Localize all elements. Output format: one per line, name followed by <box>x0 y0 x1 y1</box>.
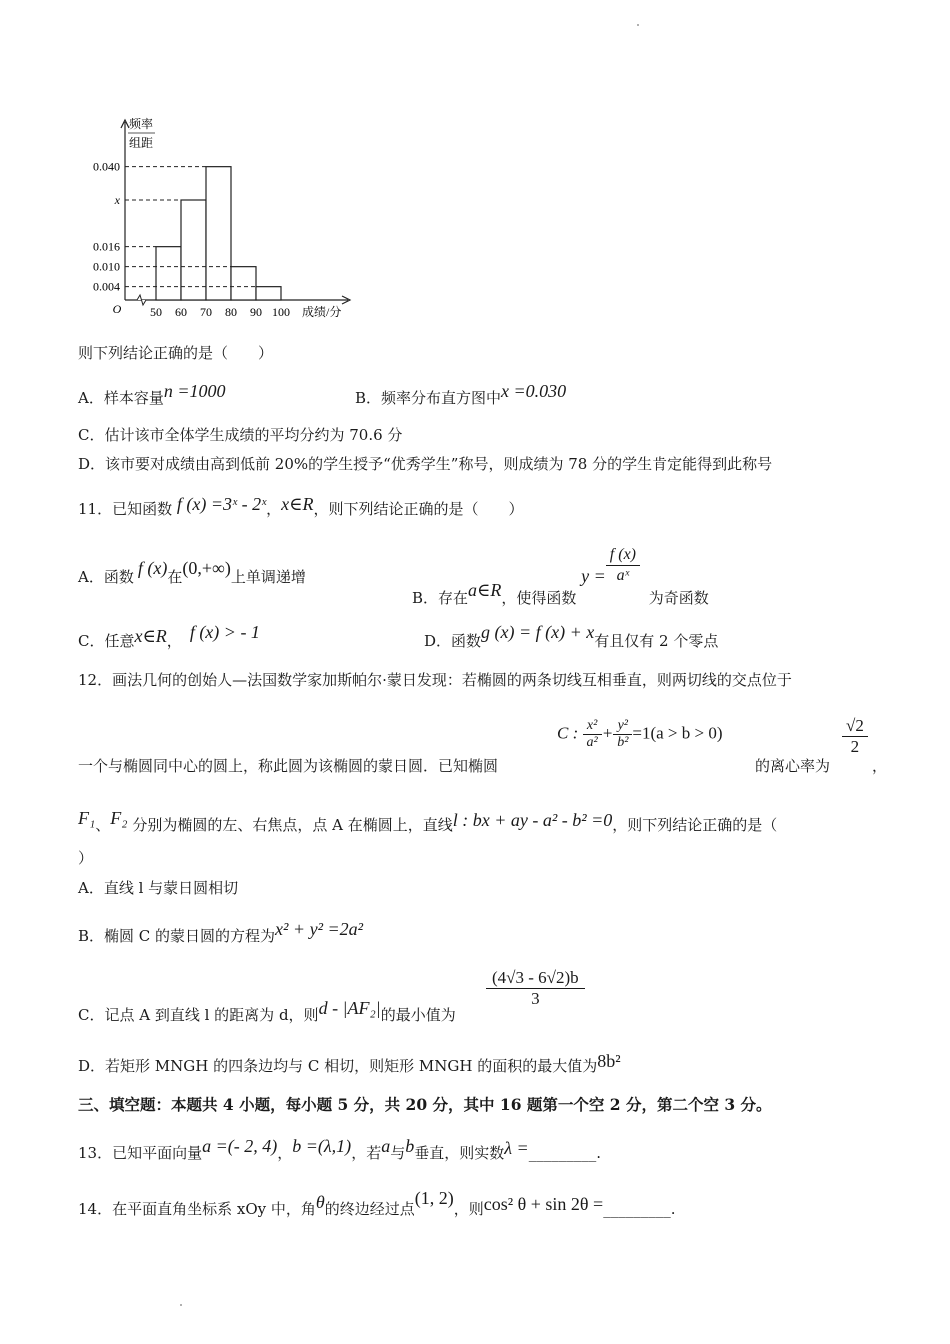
q13-perp: 垂直，则实数 <box>414 1144 505 1162</box>
q12-c-label: C．记点 A 到直线 l 的距离为 d，则 <box>78 1006 319 1024</box>
q11-a-func: f (x) <box>137 558 168 578</box>
q11-d-tail: 有且仅有 2 个零点 <box>594 632 719 650</box>
y-tick-0.004: 0.004 <box>93 279 120 294</box>
q12-ecc-num: √2 <box>842 716 868 737</box>
q10-a-label: A．样本容量 <box>78 389 164 407</box>
q10-option-d: D．该市要对成绩由高到低前 20%的学生授予“优秀学生”称号，则成绩为 78 分的学生肯定能得到此称号 <box>78 455 773 473</box>
q11-b-y: y = <box>581 565 606 586</box>
q12-b-label: B．椭圆 C 的蒙日圆的方程为 <box>78 927 276 945</box>
q11-stem-comma: ， <box>266 500 282 518</box>
q11-a-label: A．函数 <box>78 568 134 586</box>
q13 <box>78 1136 601 1163</box>
q12-line2: 一个与椭圆同中心的圆上，称此圆为该椭圆的蒙日圆．已知椭圆 <box>78 757 499 775</box>
q12-ecc-frac <box>842 716 868 757</box>
y-tick-x: x <box>114 193 120 207</box>
q12-line3-text: 分别为椭圆的左、右焦点，点 A 在椭圆上，直线 <box>132 816 453 834</box>
q11-b-fraction <box>606 545 640 586</box>
x-tick-100: 100 <box>272 305 290 319</box>
q12-ellipse-c: C : <box>557 723 579 743</box>
q11-stem <box>78 494 524 519</box>
bar-80-90 <box>231 267 256 300</box>
q12-ellipse-num-y: y² <box>613 718 632 735</box>
q12-ellipse-num-x: x² <box>583 718 602 735</box>
q12-c-den: 3 <box>531 989 540 1008</box>
x-axis-label: 成绩/分 <box>302 305 342 319</box>
q13-label: 13．已知平面向量 <box>78 1144 203 1162</box>
q12-option-a: A．直线 l 与蒙日圆相切 <box>78 879 239 897</box>
q12-f2: F₂ <box>110 808 128 828</box>
q14 <box>78 1188 676 1219</box>
x-tick-60: 60 <box>175 305 187 319</box>
q12-ellipse-equation <box>557 718 723 751</box>
q10-a-math: n =1000 <box>163 381 226 401</box>
q12-option-d <box>78 1051 621 1076</box>
q13-b: b <box>405 1136 415 1156</box>
q11-c-label: C．任意 <box>78 632 135 650</box>
q12-c-mid: 的最小值为 <box>380 1006 456 1024</box>
q11-b-param: a∈R <box>468 579 502 600</box>
axis-break <box>137 295 146 305</box>
bar-90-100 <box>256 287 281 300</box>
q12-c-fraction <box>486 968 585 1009</box>
q13-with: 与 <box>390 1144 406 1162</box>
q11-stem-label: 11．已知函数 <box>78 500 173 518</box>
q14-blank[interactable]: _________. <box>603 1200 676 1218</box>
q11-d-func: g (x) = f (x) + x <box>481 622 595 642</box>
q14-then: ，则 <box>453 1200 484 1218</box>
q13-vector-a: a =(- 2, 4) <box>202 1136 278 1156</box>
q12-c-math: d - |AF₂| <box>318 998 381 1018</box>
q12-ecc-label: 的离心率为 <box>755 757 831 775</box>
x-tick-70: 70 <box>200 305 212 319</box>
q12-sep: 、 <box>95 816 111 834</box>
q11-a-tail: 上单调递增 <box>230 568 306 586</box>
q12-d-label: D．若矩形 MNGH 的四条边均与 C 相切，则矩形 MNGH 的面积的最大值为 <box>78 1057 598 1075</box>
q14-point: (1, 2) <box>414 1188 454 1208</box>
q12-ellipse-tail: =1(a > b > 0) <box>632 723 723 743</box>
bar-70-80 <box>206 167 231 300</box>
q13-a: a <box>381 1136 391 1156</box>
q11-c-comma: ， <box>166 632 182 650</box>
q12-line-equation: l : bx + ay - a² - b² =0 <box>452 810 613 830</box>
q10-option-c: C．估计该市全体学生成绩的平均分约为 70.6 分 <box>78 426 403 444</box>
q10-b-math: x =0.030 <box>501 381 567 401</box>
q11-c-domain: x∈R <box>134 626 167 646</box>
q11-b-num: f (x) <box>606 545 640 566</box>
q12-b-math: x² + y² =2a² <box>275 919 364 939</box>
q11-option-a <box>78 558 306 587</box>
q14-expr: cos² θ + sin 2θ = <box>483 1194 604 1214</box>
y-tick-0.010: 0.010 <box>93 259 120 274</box>
q12-line4: ） <box>78 849 94 867</box>
q11-option-d <box>424 622 719 651</box>
q12-ellipse-plus: + <box>601 723 614 743</box>
bar-50-60 <box>156 247 181 300</box>
q13-blank[interactable]: _________. <box>528 1144 601 1162</box>
page-mark-top <box>637 24 639 26</box>
q12-ecc-comma: ， <box>872 757 888 775</box>
q10-option-b <box>355 381 567 408</box>
q14-theta: θ <box>315 1192 325 1212</box>
x-tick-80: 80 <box>225 305 237 319</box>
q11-a-interval: (0,+∞) <box>182 558 231 578</box>
bar-60-70 <box>181 200 206 300</box>
x-tick-50: 50 <box>150 305 162 319</box>
q11-b-den: aˣ <box>616 567 630 584</box>
y-tick-0.016: 0.016 <box>93 239 120 254</box>
q10-b-label: B．频率分布直方图中 <box>355 389 502 407</box>
q14-label: 14．在平面直角坐标系 xOy 中，角 <box>78 1200 316 1218</box>
origin-label: O <box>112 302 122 316</box>
q11-option-c <box>78 622 260 651</box>
q11-a-in: 在 <box>167 568 183 586</box>
q11-stem-domain: x∈R <box>281 494 314 514</box>
q10-option-a <box>78 381 226 408</box>
q11-option-b <box>412 545 709 607</box>
y-axis-label-denominator: 组距 <box>129 136 154 150</box>
q12-c-num: (4√3 - 6√2)b <box>486 968 585 989</box>
q11-stem-tail: ，则下列结论正确的是（ ） <box>313 500 524 518</box>
q13-if: ，若 <box>351 1144 382 1162</box>
q12-option-b <box>78 919 364 946</box>
y-axis-label-numerator: 频率 <box>129 117 154 131</box>
q10-stem: 则下列结论正确的是（ ） <box>78 344 274 362</box>
q12-line3 <box>78 808 778 835</box>
q13-lambda: λ = <box>504 1138 529 1158</box>
y-tick-0.040: 0.040 <box>93 159 120 174</box>
q12-ecc-den: 2 <box>850 737 860 756</box>
q12-line1: 12．画法几何的创始人—法国数学家加斯帕尔·蒙日发现：若椭圆的两条切线互相垂直，则两切线的交点位于 <box>78 671 792 689</box>
q12-ellipse-frac-x <box>583 718 602 751</box>
q13-vector-b: b =(λ,1) <box>292 1136 352 1156</box>
histogram-chart <box>80 112 370 324</box>
q13-comma: ， <box>277 1144 293 1162</box>
q11-b-tail: 为奇函数 <box>648 588 709 607</box>
q12-line3-tail: ，则下列结论正确的是（ <box>612 816 778 834</box>
q14-mid: 的终边经过点 <box>324 1200 415 1218</box>
q12-ellipse-den-b: b² <box>617 735 629 750</box>
q11-b-label: B．存在 <box>412 588 469 607</box>
q12-f1: F₁ <box>78 808 96 828</box>
q11-b-mid: ，使得函数 <box>501 588 577 607</box>
q12-ellipse-den-a: a² <box>586 735 598 750</box>
q12-d-math: 8b² <box>597 1051 621 1071</box>
q11-c-ineq: f (x) > - 1 <box>189 622 260 642</box>
page-mark-bottom <box>180 1304 182 1306</box>
q12-option-c <box>78 998 456 1025</box>
q11-d-label: D．函数 <box>424 632 482 650</box>
q11-stem-math: f (x) =3ˣ - 2ˣ <box>176 494 267 514</box>
section3-title: 三、填空题：本题共 4 小题，每小题 5 分，共 20 分，其中 16 题第一个空 2 分，第二个空 3 分。 <box>78 1095 772 1114</box>
q12-ellipse-frac-y <box>613 718 632 751</box>
x-tick-90: 90 <box>250 305 262 319</box>
